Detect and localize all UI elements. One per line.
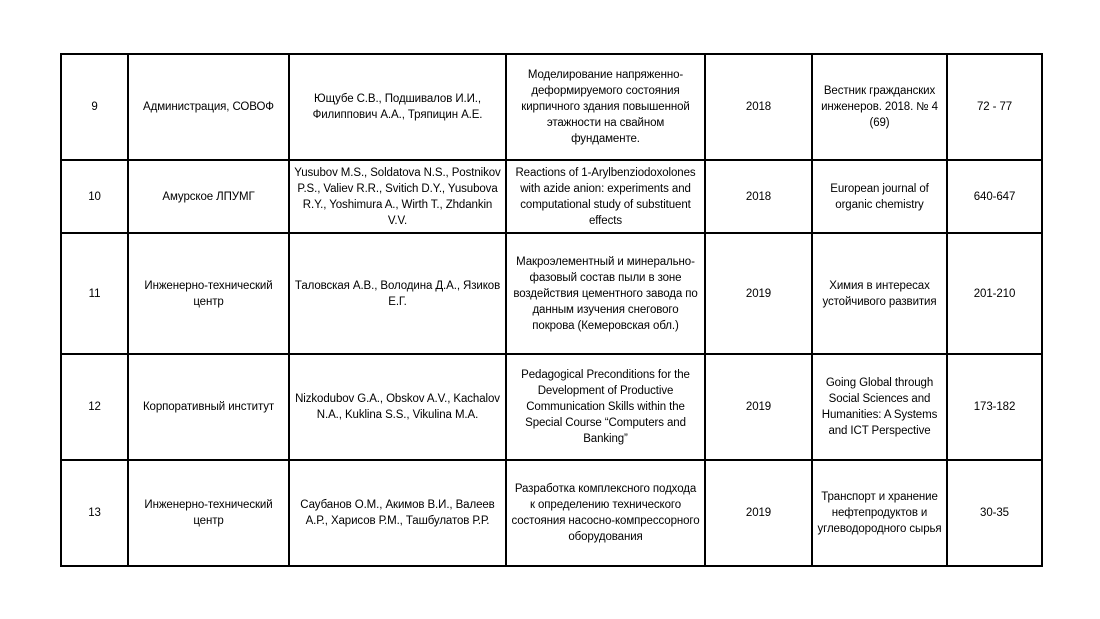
- title-cell: Reactions of 1-Arylbenziodoxolones with azide anion: experiments and computational study of substituent effects: [506, 160, 705, 233]
- authors-cell: Ющубе С.В., Подшивалов И.И., Филиппович А.А., Тряпицин А.Е.: [289, 54, 506, 160]
- year-cell: 2019: [705, 354, 812, 460]
- row-number: 13: [61, 460, 128, 566]
- pages-cell: 640-647: [947, 160, 1042, 233]
- authors-cell: Nizkodubov G.A., Obskov A.V., Kachalov N.A., Kuklina S.S., Vikulina M.A.: [289, 354, 506, 460]
- organization-cell: Амурское ЛПУМГ: [128, 160, 289, 233]
- row-number: 9: [61, 54, 128, 160]
- title-cell: Pedagogical Preconditions for the Development of Productive Communication Skills within the Special Course “Computers and Banking”: [506, 354, 705, 460]
- journal-cell: Вестник гражданских инженеров. 2018. № 4 (69): [812, 54, 947, 160]
- table-row: [61, 160, 1042, 233]
- row-number: 11: [61, 233, 128, 354]
- pages-cell: 30-35: [947, 460, 1042, 566]
- pages-cell: 72 - 77: [947, 54, 1042, 160]
- table-row: [61, 54, 1042, 160]
- year-cell: 2019: [705, 460, 812, 566]
- organization-cell: Корпоративный институт: [128, 354, 289, 460]
- row-number: 12: [61, 354, 128, 460]
- year-cell: 2018: [705, 54, 812, 160]
- organization-cell: Инженерно-технический центр: [128, 233, 289, 354]
- organization-cell: Администрация, СОВОФ: [128, 54, 289, 160]
- table-row: [61, 460, 1042, 566]
- title-cell: Моделирование напряженно-деформируемого состояния кирпичного здания повышенной этажности на свайном фундаменте.: [506, 54, 705, 160]
- organization-cell: Инженерно-технический центр: [128, 460, 289, 566]
- pages-cell: 201-210: [947, 233, 1042, 354]
- authors-cell: Yusubov M.S., Soldatova N.S., Postnikov P.S., Valiev R.R., Svitich D.Y., Yusubova R.Y., Yoshimura A., Wirth T., Zhdankin V.V.: [289, 160, 506, 233]
- journal-cell: Going Global through Social Sciences and Humanities: A Systems and ICT Perspective: [812, 354, 947, 460]
- pages-cell: 173-182: [947, 354, 1042, 460]
- title-cell: Разработка комплексного подхода к определению технического состояния насосно-компрессорного оборудования: [506, 460, 705, 566]
- journal-cell: Транспорт и хранение нефтепродуктов и углеводородного сырья: [812, 460, 947, 566]
- title-cell: Макроэлементный и минерально-фазовый состав пыли в зоне воздействия цементного завода по данным изучения снегового покрова (Кемеровская обл.): [506, 233, 705, 354]
- year-cell: 2019: [705, 233, 812, 354]
- journal-cell: European journal of organic chemistry: [812, 160, 947, 233]
- authors-cell: Таловская А.В., Володина Д.А., Язиков Е.Г.: [289, 233, 506, 354]
- publications-table: [60, 53, 1043, 567]
- table-row: [61, 354, 1042, 460]
- publications-table-page: [60, 53, 1041, 567]
- table-row: [61, 233, 1042, 354]
- authors-cell: Саубанов О.М., Акимов В.И., Валеев А.Р., Харисов Р.М., Ташбулатов Р.Р.: [289, 460, 506, 566]
- row-number: 10: [61, 160, 128, 233]
- journal-cell: Химия в интересах устойчивого развития: [812, 233, 947, 354]
- year-cell: 2018: [705, 160, 812, 233]
